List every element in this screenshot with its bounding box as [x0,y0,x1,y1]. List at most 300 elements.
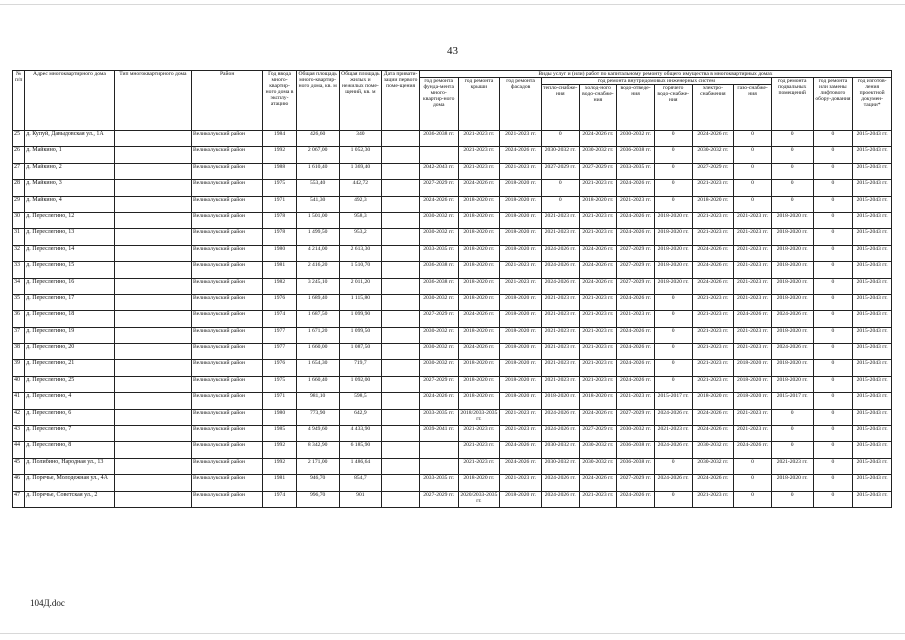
cell-row-number: 40 [13,376,25,392]
cell-foundation-repair: 2027-2029 гг. [419,491,458,507]
cell-row-number: 45 [13,458,25,474]
cell-living-area: 642,9 [339,409,382,425]
cell-year: 1981 [263,262,297,278]
cell-year: 1984 [263,131,297,147]
cell-elevator: 0 [813,491,853,507]
cell-hot-water: 0 [654,311,692,327]
cell-cold-water: 2021-2023 гг. [579,327,617,343]
cell-privatization-date [382,212,420,228]
table-row [13,491,892,507]
cell-gas: 0 [734,491,772,507]
cell-design-docs: 2015-2043 гг. [853,278,892,294]
cell-hot-water: 2015-2017 гг. [654,393,692,409]
cell-living-area: 6 185,90 [339,442,382,458]
cell-heat-supply: 2024-2026 гг. [541,245,579,261]
cell-address: д. Майкино, 2 [25,163,115,179]
cell-row-number: 29 [13,196,25,212]
cell-privatization-date [382,245,420,261]
cell-house-type [114,245,191,261]
cell-house-type [114,360,191,376]
cell-privatization-date [382,294,420,310]
cell-address: д. Переслегино, 17 [25,294,115,310]
cell-elevator: 0 [813,311,853,327]
cell-facade-repair: 2024-2026 гг. [500,458,542,474]
cell-house-type [114,475,191,491]
cell-address: д. Переслегино, 21 [25,360,115,376]
cell-design-docs: 2015-2043 гг. [853,393,892,409]
cell-cold-water: 2021-2023 гг. [579,311,617,327]
cell-row-number: 31 [13,229,25,245]
cell-house-type [114,458,191,474]
cell-privatization-date [382,360,420,376]
cell-foundation-repair: 2036-2038 гг. [419,262,458,278]
cell-privatization-date [382,426,420,442]
cell-design-docs: 2015-2043 гг. [853,360,892,376]
cell-roof-repair: 2018-2020 гг. [458,229,500,245]
cell-total-area: 2 171,00 [296,458,339,474]
cell-elevator: 0 [813,475,853,491]
cell-elevator: 0 [813,376,853,392]
cell-electric: 2021-2023 гг. [692,491,734,507]
cell-hot-water: 0 [654,360,692,376]
cell-hot-water: 0 [654,491,692,507]
cell-heat-supply: 2021-2023 гг. [541,327,579,343]
cell-total-area: 553,40 [296,180,339,196]
cell-gas: 2021-2023 гг. [734,278,772,294]
table-row [13,409,892,425]
table-row [13,229,892,245]
cell-total-area: 1 660,00 [296,344,339,360]
cell-address: д. Переслегино, 6 [25,409,115,425]
page-number: 43 [447,45,458,57]
cell-district: Великолукский район [192,212,263,228]
header-hot-water: горячего водо-снабже-ния [654,85,692,131]
cell-living-area: 1 052,30 [339,147,382,163]
cell-facade-repair: 2018-2020 гг. [500,491,542,507]
cell-cold-water: 2030-2032 гг. [579,458,617,474]
cell-roof-repair: 2021-2023 гг. [458,442,500,458]
table-row [13,475,892,491]
cell-row-number: 28 [13,180,25,196]
cell-house-type [114,180,191,196]
cell-cold-water: 2021-2023 гг. [579,294,617,310]
header-type: Тип многоквартирного дома [114,71,191,131]
cell-district: Великолукский район [192,163,263,179]
cell-district: Великолукский район [192,426,263,442]
cell-cold-water: 2030-2032 гг. [579,442,617,458]
cell-district: Великолукский район [192,196,263,212]
cell-facade-repair: 2018-2020 гг. [500,294,542,310]
cell-basement: 2018-2020 гг. [771,475,813,491]
cell-privatization-date [382,229,420,245]
cell-elevator: 0 [813,442,853,458]
table-row [13,245,892,261]
cell-elevator: 0 [813,229,853,245]
cell-total-area: 2 067,00 [296,147,339,163]
cell-living-area: 1 099,50 [339,327,382,343]
cell-basement: 2018-2020 гг. [771,327,813,343]
cell-total-area: 1 660,40 [296,376,339,392]
cell-total-area: 4 214,00 [296,245,339,261]
cell-row-number: 36 [13,311,25,327]
cell-design-docs: 2015-2043 гг. [853,245,892,261]
cell-living-area: 2 011,20 [339,278,382,294]
header-total-area: Общая площадь много-квартир-ного дома, кв. м [296,71,339,131]
cell-basement: 2018-2020 гг. [771,376,813,392]
cell-gas: 0 [734,458,772,474]
cell-year: 1974 [263,491,297,507]
cell-roof-repair: 2024-2026 гг. [458,344,500,360]
cell-address: д. Полибино, Народная ул., 13 [25,458,115,474]
cell-address: д. Переслегино, 7 [25,426,115,442]
cell-elevator: 0 [813,409,853,425]
cell-facade-repair: 2021-2023 гг. [500,262,542,278]
table-row [13,311,892,327]
cell-cold-water: 2021-2023 гг. [579,376,617,392]
cell-hot-water: 2018-2020 гг. [654,229,692,245]
cell-sewer: 2036-2038 гг. [617,147,655,163]
cell-foundation-repair: 2024-2026 гг. [419,393,458,409]
cell-row-number: 39 [13,360,25,376]
cell-design-docs: 2015-2043 гг. [853,294,892,310]
cell-year: 1992 [263,458,297,474]
cell-row-number: 47 [13,491,25,507]
cell-hot-water: 2018-2020 гг. [654,245,692,261]
table-row [13,393,892,409]
cell-sewer: 2027-2029 гг. [617,475,655,491]
cell-facade-repair: 2021-2023 гг. [500,278,542,294]
cell-row-number: 26 [13,147,25,163]
cell-gas: 2018-2020 гг. [734,376,772,392]
cell-cold-water: 2018-2020 гг. [579,196,617,212]
cell-elevator: 0 [813,278,853,294]
cell-elevator: 0 [813,180,853,196]
cell-living-area: 4 433,90 [339,426,382,442]
header-num: № п/п [13,71,25,131]
cell-privatization-date [382,393,420,409]
cell-gas: 0 [734,196,772,212]
cell-house-type [114,131,191,147]
cell-foundation-repair: 2027-2029 гг. [419,311,458,327]
cell-roof-repair: 2018-2020 гг. [458,196,500,212]
cell-facade-repair: 2018-2020 гг. [500,327,542,343]
cell-total-area: 946,70 [296,475,339,491]
table-row [13,131,892,147]
cell-house-type [114,262,191,278]
cell-foundation-repair: 2036-2038 гг. [419,131,458,147]
cell-sewer: 2024-2026 гг. [617,229,655,245]
cell-row-number: 27 [13,163,25,179]
cell-address: д. Переслегино, 8 [25,442,115,458]
cell-house-type [114,212,191,228]
cell-sewer: 2021-2023 гг. [617,311,655,327]
cell-foundation-repair: 2030-2032 гг. [419,229,458,245]
cell-privatization-date [382,196,420,212]
cell-district: Великолукский район [192,278,263,294]
cell-district: Великолукский район [192,294,263,310]
cell-living-area: 958,3 [339,212,382,228]
cell-heat-supply: 2024-2026 гг. [541,278,579,294]
cell-foundation-repair: 2033-2035 гг. [419,475,458,491]
cell-house-type [114,278,191,294]
cell-design-docs: 2015-2043 гг. [853,491,892,507]
cell-row-number: 34 [13,278,25,294]
cell-privatization-date [382,163,420,179]
table-row [13,327,892,343]
cell-heat-supply: 2021-2023 гг. [541,212,579,228]
table-row [13,212,892,228]
cell-gas: 2021-2023 гг. [734,262,772,278]
cell-district: Великолукский район [192,131,263,147]
cell-total-area: 981,10 [296,393,339,409]
cell-sewer: 2024-2026 гг. [617,327,655,343]
cell-sewer: 2024-2026 гг. [617,376,655,392]
cell-facade-repair: 2018-2020 гг. [500,245,542,261]
cell-sewer: 2024-2026 гг. [617,212,655,228]
cell-foundation-repair: 2027-2029 гг. [419,180,458,196]
cell-house-type [114,376,191,392]
cell-roof-repair: 2018-2020 гг. [458,278,500,294]
cell-elevator: 0 [813,294,853,310]
cell-elevator: 0 [813,426,853,442]
cell-basement: 0 [771,426,813,442]
cell-address: д. Переслегино, 12 [25,212,115,228]
cell-foundation-repair: 2030-2032 гг. [419,344,458,360]
cell-total-area: 773,90 [296,409,339,425]
table-row [13,344,892,360]
cell-basement: 2018-2020 гг. [771,360,813,376]
table-row [13,262,892,278]
cell-basement: 2018-2020 гг. [771,245,813,261]
cell-heat-supply: 2024-2026 гг. [541,262,579,278]
cell-gas: 2024-2026 гг. [734,442,772,458]
cell-basement: 0 [771,147,813,163]
cell-district: Великолукский район [192,327,263,343]
cell-heat-supply: 0 [541,196,579,212]
cell-cold-water: 2024-2026 гг. [579,409,617,425]
scan-edge-bottom [0,633,905,634]
cell-living-area: 442,72 [339,180,382,196]
cell-address: д. Поречье, Молодежная ул., 4А [25,475,115,491]
cell-district: Великолукский район [192,311,263,327]
cell-house-type [114,393,191,409]
cell-house-type [114,147,191,163]
cell-gas: 2021-2023 гг. [734,245,772,261]
cell-cold-water: 2018-2020 гг. [579,393,617,409]
cell-elevator: 0 [813,327,853,343]
cell-address: д. Купуй, Давыдовская ул., 1А [25,131,115,147]
cell-elevator: 0 [813,131,853,147]
cell-privatization-date [382,262,420,278]
cell-sewer: 2030-2032 гг. [617,131,655,147]
cell-design-docs: 2015-2043 гг. [853,311,892,327]
cell-sewer: 2027-2029 гг. [617,409,655,425]
cell-cold-water: 2024-2026 гг. [579,475,617,491]
cell-house-type [114,491,191,507]
cell-privatization-date [382,458,420,474]
cell-living-area: 1 099,90 [339,311,382,327]
table-row [13,147,892,163]
cell-gas: 2018-2020 гг. [734,360,772,376]
cell-hot-water: 0 [654,163,692,179]
table-body [13,131,892,508]
cell-row-number: 37 [13,327,25,343]
cell-sewer: 2024-2026 гг. [617,360,655,376]
cell-gas: 2021-2023 гг. [734,229,772,245]
cell-sewer: 2030-2032 гг. [617,426,655,442]
cell-roof-repair: 2020/2033-2035 гг. [458,491,500,507]
header-sewer: водо-отведе-ния [617,85,655,131]
cell-district: Великолукский район [192,344,263,360]
cell-year: 1978 [263,229,297,245]
cell-roof-repair: 2018-2020 гг. [458,212,500,228]
cell-basement: 0 [771,196,813,212]
cell-design-docs: 2015-2043 гг. [853,327,892,343]
header-elevator: год ремонта или замены лифтового обору-дования [813,78,853,131]
cell-row-number: 25 [13,131,25,147]
header-gas: газо-снабже-ния [734,85,772,131]
cell-electric: 2018-2020 гг. [692,196,734,212]
cell-sewer: 2027-2029 гг. [617,245,655,261]
cell-electric: 2018-2020 гг. [692,393,734,409]
cell-electric: 2024-2026 гг. [692,131,734,147]
cell-facade-repair: 2018-2020 гг. [500,393,542,409]
table-row [13,294,892,310]
cell-facade-repair: 2018-2020 гг. [500,229,542,245]
cell-facade-repair: 2018-2020 гг. [500,360,542,376]
cell-roof-repair: 2018-2020 гг. [458,360,500,376]
cell-district: Великолукский район [192,475,263,491]
cell-sewer: 2024-2026 гг. [617,491,655,507]
cell-electric: 2024-2026 гг. [692,426,734,442]
cell-roof-repair: 2024-2026 гг. [458,180,500,196]
cell-year: 1992 [263,147,297,163]
cell-electric: 2021-2023 гг. [692,212,734,228]
cell-total-area: 996,70 [296,491,339,507]
cell-heat-supply: 2024-2026 гг. [541,475,579,491]
cell-year: 1980 [263,245,297,261]
cell-row-number: 43 [13,426,25,442]
header-electric: электро-снабжения [692,85,734,131]
cell-elevator: 0 [813,344,853,360]
cell-privatization-date [382,278,420,294]
cell-basement: 0 [771,163,813,179]
cell-living-area: 2 613,30 [339,245,382,261]
cell-district: Великолукский район [192,442,263,458]
cell-house-type [114,327,191,343]
cell-basement: 0 [771,442,813,458]
cell-facade-repair: 2021-2023 гг. [500,475,542,491]
cell-sewer: 2024-2026 гг. [617,344,655,360]
cell-living-area: 1 087,50 [339,344,382,360]
cell-foundation-repair: 2033-2035 гг. [419,409,458,425]
cell-facade-repair: 2018-2020 гг. [500,196,542,212]
cell-elevator: 0 [813,212,853,228]
cell-living-area: 953,2 [339,229,382,245]
cell-elevator: 0 [813,262,853,278]
cell-design-docs: 2015-2043 гг. [853,344,892,360]
cell-year: 1982 [263,278,297,294]
cell-row-number: 33 [13,262,25,278]
cell-total-area: 426,60 [296,131,339,147]
cell-total-area: 3 245,10 [296,278,339,294]
cell-heat-supply: 2024-2026 гг. [541,491,579,507]
cell-total-area: 1 610,40 [296,163,339,179]
cell-basement: 0 [771,491,813,507]
cell-hot-water: 0 [654,458,692,474]
cell-gas: 2021-2023 гг. [734,327,772,343]
cell-roof-repair: 2021-2023 гг. [458,131,500,147]
cell-basement: 2024-2026 гг. [771,344,813,360]
cell-foundation-repair: 2033-2035 гг. [419,245,458,261]
cell-hot-water: 2024-2026 гг. [654,475,692,491]
cell-address: д. Переслегино, 25 [25,376,115,392]
header-roof: год ремонта крыши [458,78,500,131]
cell-heat-supply: 2018-2020 гг. [541,393,579,409]
cell-total-area: 541,30 [296,196,339,212]
cell-heat-supply: 2030-2032 гг. [541,147,579,163]
cell-district: Великолукский район [192,147,263,163]
cell-hot-water: 0 [654,131,692,147]
cell-house-type [114,311,191,327]
cell-hot-water: 0 [654,327,692,343]
cell-gas: 0 [734,475,772,491]
cell-electric: 2021-2023 гг. [692,229,734,245]
cell-electric: 2030-2032 гг. [692,442,734,458]
cell-electric: 2021-2023 гг. [692,360,734,376]
cell-gas: 0 [734,163,772,179]
header-heat: тепло-снабже-ния [541,85,579,131]
cell-row-number: 44 [13,442,25,458]
cell-sewer: 2036-2038 гг. [617,458,655,474]
cell-design-docs: 2015-2043 гг. [853,196,892,212]
cell-district: Великолукский район [192,491,263,507]
cell-privatization-date [382,327,420,343]
cell-total-area: 1 501,00 [296,212,339,228]
cell-address: д. Переслегино, 20 [25,344,115,360]
cell-sewer: 2021-2023 гг. [617,393,655,409]
cell-privatization-date [382,376,420,392]
cell-house-type [114,344,191,360]
cell-gas: 2021-2023 гг. [734,294,772,310]
header-basement: год ремонта подвальных помещений [771,78,813,131]
cell-design-docs: 2015-2043 гг. [853,262,892,278]
cell-cold-water: 2024-2026 гг. [579,131,617,147]
cell-hot-water: 0 [654,147,692,163]
table-row [13,442,892,458]
header-engineering-group: год ремонта внутридомовых инженерных систем [541,78,771,85]
cell-hot-water: 2024-2026 гг. [654,409,692,425]
cell-electric: 2021-2023 гг. [692,327,734,343]
cell-address: д. Переслегино, 13 [25,229,115,245]
cell-foundation-repair: 2030-2032 гг. [419,327,458,343]
cell-facade-repair: 2018-2020 гг. [500,376,542,392]
cell-privatization-date [382,131,420,147]
cell-gas: 0 [734,131,772,147]
table-row [13,196,892,212]
cell-privatization-date [382,475,420,491]
cell-facade-repair: 2021-2023 гг. [500,409,542,425]
cell-hot-water: 0 [654,196,692,212]
cell-privatization-date [382,442,420,458]
cell-roof-repair: 2024-2026 гг. [458,311,500,327]
cell-house-type [114,294,191,310]
cell-year: 1978 [263,212,297,228]
cell-elevator: 0 [813,163,853,179]
cell-living-area: 598,5 [339,393,382,409]
cell-sewer: 2024-2026 гг. [617,294,655,310]
cell-house-type [114,409,191,425]
